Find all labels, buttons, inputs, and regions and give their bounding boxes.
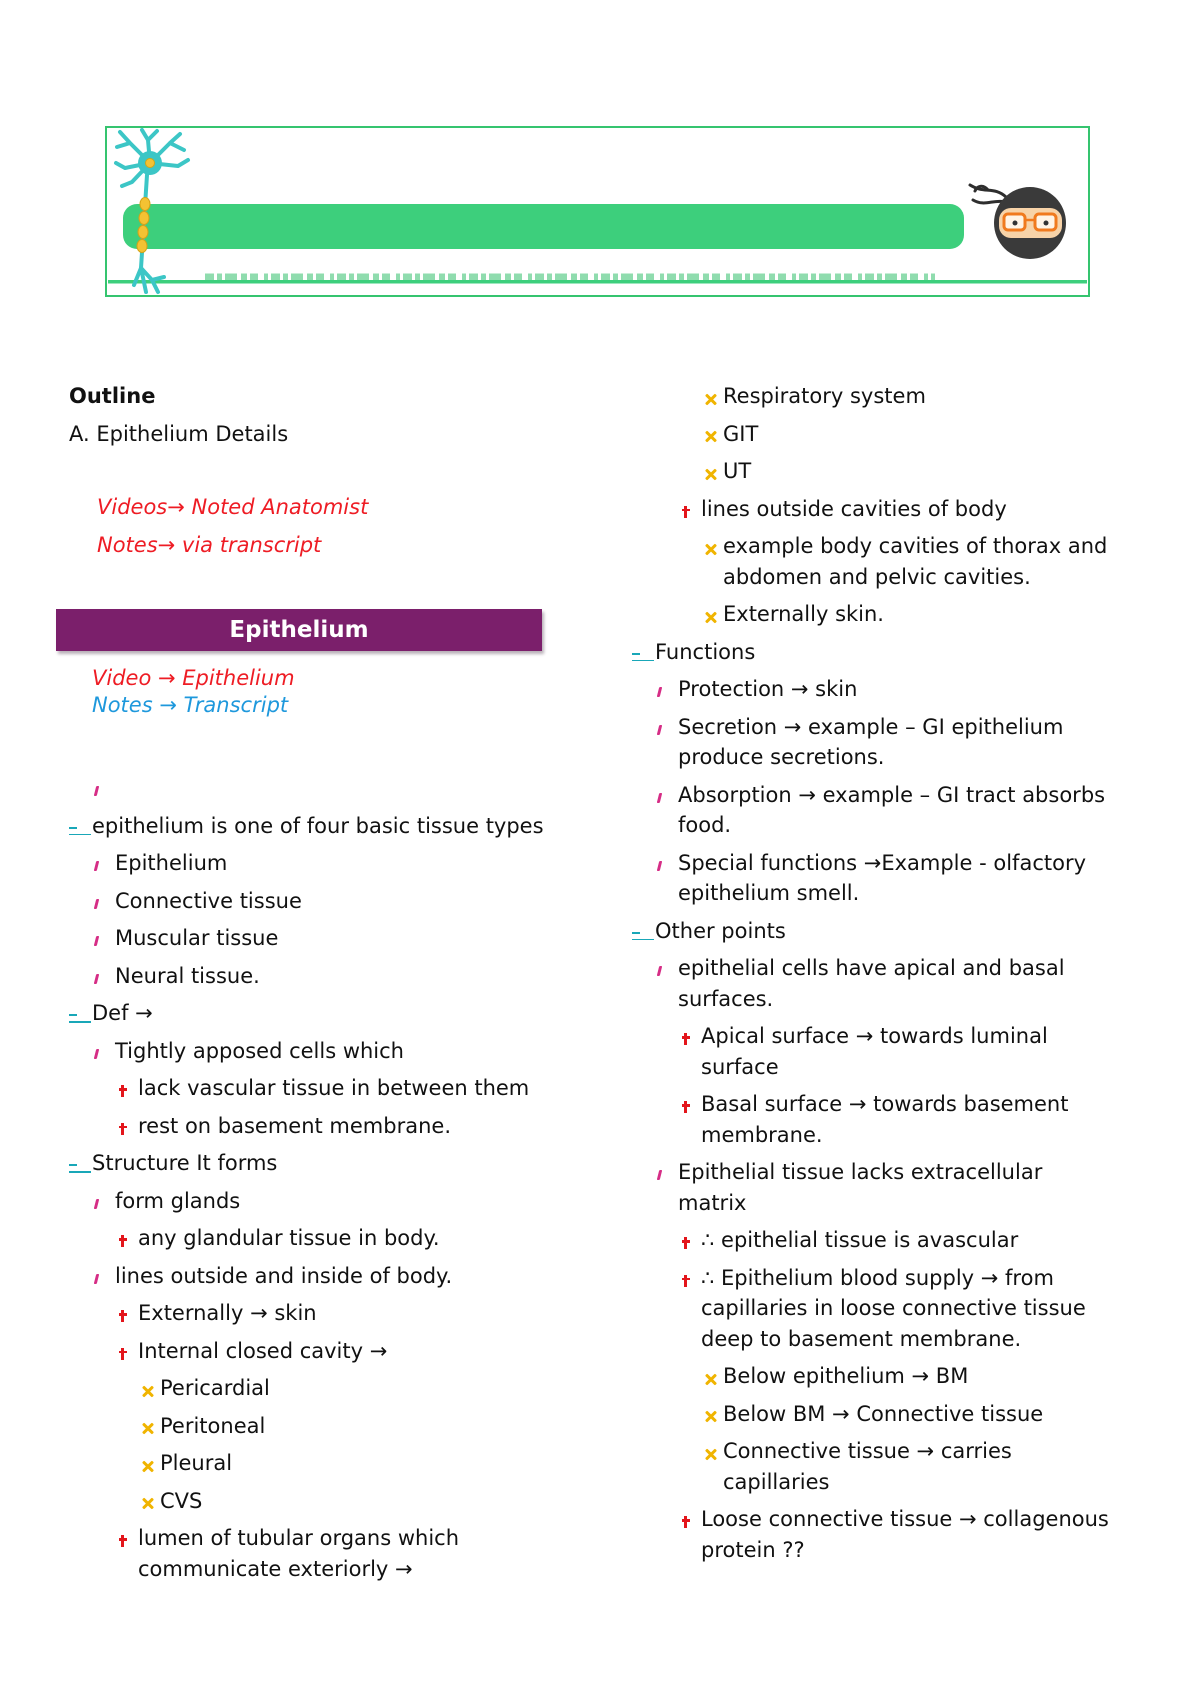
section-video-link[interactable]: Video → Epithelium bbox=[92, 666, 295, 690]
teal-dash-underline-icon bbox=[69, 1164, 77, 1166]
red-dagger-icon bbox=[684, 1101, 687, 1113]
note-line: ∴ Epithelium blood supply → from bbox=[701, 1265, 1054, 1290]
note-item bbox=[69, 1036, 589, 1067]
note-line: Secretion → example – GI epithelium bbox=[678, 714, 1064, 739]
note-line: lumen of tubular organs which bbox=[138, 1526, 460, 1550]
note-item bbox=[632, 1263, 1152, 1355]
pink-tick-icon bbox=[94, 1199, 99, 1209]
outline-item: A. Epithelium Details bbox=[69, 422, 289, 446]
note-line: produce secretions. bbox=[678, 745, 885, 769]
red-dagger-icon bbox=[121, 1235, 124, 1247]
note-item bbox=[632, 1089, 1152, 1150]
teal-dash-underline-icon bbox=[632, 653, 640, 655]
note-item bbox=[632, 780, 1152, 841]
note-item bbox=[69, 1261, 589, 1292]
banner-title-bar bbox=[123, 204, 964, 249]
yellow-x-icon bbox=[705, 1373, 717, 1385]
pink-tick-icon bbox=[657, 1170, 662, 1180]
yellow-x-icon bbox=[142, 1423, 154, 1435]
note-line: epithelium is one of four basic tissue types bbox=[92, 813, 544, 838]
red-dagger-icon bbox=[121, 1348, 124, 1360]
note-line: matrix bbox=[678, 1190, 747, 1215]
note-item bbox=[69, 1486, 589, 1517]
note-line: Below epithelium → BM bbox=[723, 1364, 969, 1388]
note-item bbox=[632, 1361, 1152, 1392]
pink-tick-icon bbox=[657, 687, 662, 697]
note-line: any glandular tissue in body. bbox=[138, 1226, 440, 1250]
note-line: form glands bbox=[115, 1188, 241, 1213]
note-item bbox=[632, 848, 1152, 909]
yellow-x-icon bbox=[705, 393, 717, 405]
teal-dash-underline-icon bbox=[632, 932, 640, 934]
note-item bbox=[632, 1225, 1152, 1256]
note-line: Internal closed cavity → bbox=[138, 1338, 388, 1363]
note-line: protein ?? bbox=[701, 1537, 805, 1562]
note-item bbox=[69, 998, 589, 1029]
note-line: epithelial cells have apical and basal bbox=[678, 956, 1065, 980]
videos-link[interactable]: Videos→ Noted Anatomist bbox=[97, 495, 369, 519]
note-line: Absorption → example – GI tract absorbs bbox=[678, 782, 1106, 807]
note-item bbox=[632, 494, 1152, 525]
note-line: Basal surface → towards basement bbox=[701, 1092, 1069, 1116]
note-item bbox=[632, 419, 1152, 450]
note-line: example body cavities of thorax and bbox=[723, 534, 1108, 558]
note-line: Muscular tissue bbox=[115, 926, 279, 950]
note-line: Protection → skin bbox=[678, 677, 858, 701]
note-line: rest on basement membrane. bbox=[138, 1113, 452, 1138]
note-item bbox=[632, 531, 1152, 592]
pink-tick-icon bbox=[657, 966, 662, 976]
note-item bbox=[69, 1373, 589, 1404]
note-line: epithelium smell. bbox=[678, 881, 860, 905]
note-line: lines outside cavities of body bbox=[701, 496, 1007, 521]
note-line: Loose connective tissue → collagenous bbox=[701, 1507, 1109, 1531]
note-item bbox=[632, 381, 1152, 412]
note-item bbox=[632, 674, 1152, 705]
pink-tick-icon bbox=[94, 936, 99, 946]
pink-tick-icon bbox=[94, 861, 99, 871]
note-line: Respiratory system bbox=[723, 384, 926, 408]
notes-column-left bbox=[69, 773, 589, 1591]
note-line: surfaces. bbox=[678, 986, 774, 1011]
yellow-x-icon bbox=[705, 1411, 717, 1423]
note-item bbox=[69, 1298, 589, 1329]
note-line: Pleural bbox=[160, 1451, 233, 1475]
note-item bbox=[69, 1186, 589, 1217]
note-item bbox=[632, 456, 1152, 487]
note-line: capillaries bbox=[723, 1469, 830, 1494]
note-line: communicate exteriorly → bbox=[138, 1556, 413, 1581]
teal-dash-underline-icon bbox=[69, 827, 77, 829]
red-dagger-icon bbox=[684, 1237, 687, 1249]
note-line: deep to basement membrane. bbox=[701, 1326, 1022, 1351]
pink-tick-icon bbox=[94, 1049, 99, 1059]
note-item bbox=[69, 1111, 589, 1142]
note-item bbox=[632, 1157, 1152, 1218]
yellow-x-icon bbox=[705, 611, 717, 623]
note-line: Externally → skin bbox=[138, 1301, 317, 1325]
note-line: Def → bbox=[92, 1001, 153, 1025]
note-line: Tightly apposed cells which bbox=[115, 1038, 404, 1063]
yellow-x-icon bbox=[705, 468, 717, 480]
note-item-empty bbox=[69, 773, 589, 804]
note-item bbox=[69, 1148, 589, 1179]
note-item bbox=[69, 1523, 589, 1584]
section-notes-link[interactable]: Notes → Transcript bbox=[92, 693, 289, 717]
note-line: Externally skin. bbox=[723, 602, 884, 626]
note-item bbox=[69, 886, 589, 917]
note-line: capillaries in loose connective tissue bbox=[701, 1296, 1086, 1320]
note-line: Neural tissue. bbox=[115, 963, 260, 988]
note-line: abdomen and pelvic cavities. bbox=[723, 564, 1031, 589]
teal-dash-underline-icon bbox=[69, 1014, 77, 1016]
note-line: CVS bbox=[160, 1488, 203, 1513]
note-item bbox=[69, 923, 589, 954]
note-line: surface bbox=[701, 1054, 779, 1079]
red-dagger-icon bbox=[121, 1085, 124, 1097]
outline-heading: Outline bbox=[69, 384, 156, 408]
yellow-x-icon bbox=[142, 1460, 154, 1472]
note-line: Below BM → Connective tissue bbox=[723, 1401, 1044, 1426]
red-dagger-icon bbox=[684, 1516, 687, 1528]
note-line: Functions bbox=[655, 639, 756, 664]
note-item bbox=[632, 1436, 1152, 1497]
yellow-x-icon bbox=[705, 1448, 717, 1460]
pink-tick-icon bbox=[94, 786, 99, 796]
note-item bbox=[632, 1399, 1152, 1430]
red-dagger-icon bbox=[121, 1535, 124, 1547]
note-line: membrane. bbox=[701, 1122, 823, 1147]
note-line: Other points bbox=[655, 918, 786, 943]
note-line: lines outside and inside of body. bbox=[115, 1263, 453, 1288]
pink-tick-icon bbox=[657, 861, 662, 871]
yellow-x-icon bbox=[142, 1498, 154, 1510]
section-title: Epithelium bbox=[56, 609, 542, 651]
header-banner bbox=[0, 0, 1200, 310]
note-line: Apical surface → towards luminal bbox=[701, 1024, 1048, 1048]
note-line: Connective tissue → carries bbox=[723, 1439, 1012, 1463]
yellow-x-icon bbox=[705, 431, 717, 443]
note-item bbox=[69, 1073, 589, 1104]
note-line: Pericardial bbox=[160, 1376, 270, 1400]
note-line: Structure It forms bbox=[92, 1151, 278, 1175]
note-line: Peritoneal bbox=[160, 1413, 266, 1438]
yellow-x-icon bbox=[142, 1385, 154, 1397]
red-dagger-icon bbox=[684, 1275, 687, 1287]
note-item bbox=[69, 1336, 589, 1367]
note-item bbox=[69, 848, 589, 879]
note-item bbox=[69, 961, 589, 992]
note-line: Epithelial tissue lacks extracellular bbox=[678, 1160, 1043, 1184]
pink-tick-icon bbox=[657, 725, 662, 735]
red-dagger-icon bbox=[121, 1310, 124, 1322]
note-line: UT bbox=[723, 459, 752, 483]
note-item bbox=[69, 811, 589, 842]
note-item bbox=[632, 1504, 1152, 1565]
note-item bbox=[632, 953, 1152, 1014]
red-dagger-icon bbox=[684, 506, 687, 518]
red-dagger-icon bbox=[121, 1123, 124, 1135]
notes-column-right bbox=[632, 381, 1152, 1572]
pink-tick-icon bbox=[94, 974, 99, 984]
note-line: Special functions →Example - olfactory bbox=[678, 850, 1087, 875]
note-item bbox=[632, 599, 1152, 630]
note-item bbox=[632, 916, 1152, 947]
pink-tick-icon bbox=[94, 899, 99, 909]
note-item bbox=[632, 712, 1152, 773]
note-line: food. bbox=[678, 813, 732, 837]
note-item bbox=[632, 637, 1152, 668]
note-line: Connective tissue bbox=[115, 888, 302, 913]
note-line: Epithelium bbox=[115, 851, 228, 875]
note-item bbox=[69, 1223, 589, 1254]
note-item bbox=[69, 1411, 589, 1442]
note-line: GIT bbox=[723, 421, 759, 446]
note-line: ∴ epithelial tissue is avascular bbox=[701, 1228, 1019, 1252]
red-dagger-icon bbox=[684, 1033, 687, 1045]
pink-tick-icon bbox=[657, 793, 662, 803]
note-item bbox=[69, 1448, 589, 1479]
yellow-x-icon bbox=[705, 543, 717, 555]
notes-link[interactable]: Notes→ via transcript bbox=[97, 533, 322, 557]
note-line: lack vascular tissue in between them bbox=[138, 1076, 530, 1100]
note-item bbox=[632, 1021, 1152, 1082]
pink-tick-icon bbox=[94, 1274, 99, 1284]
